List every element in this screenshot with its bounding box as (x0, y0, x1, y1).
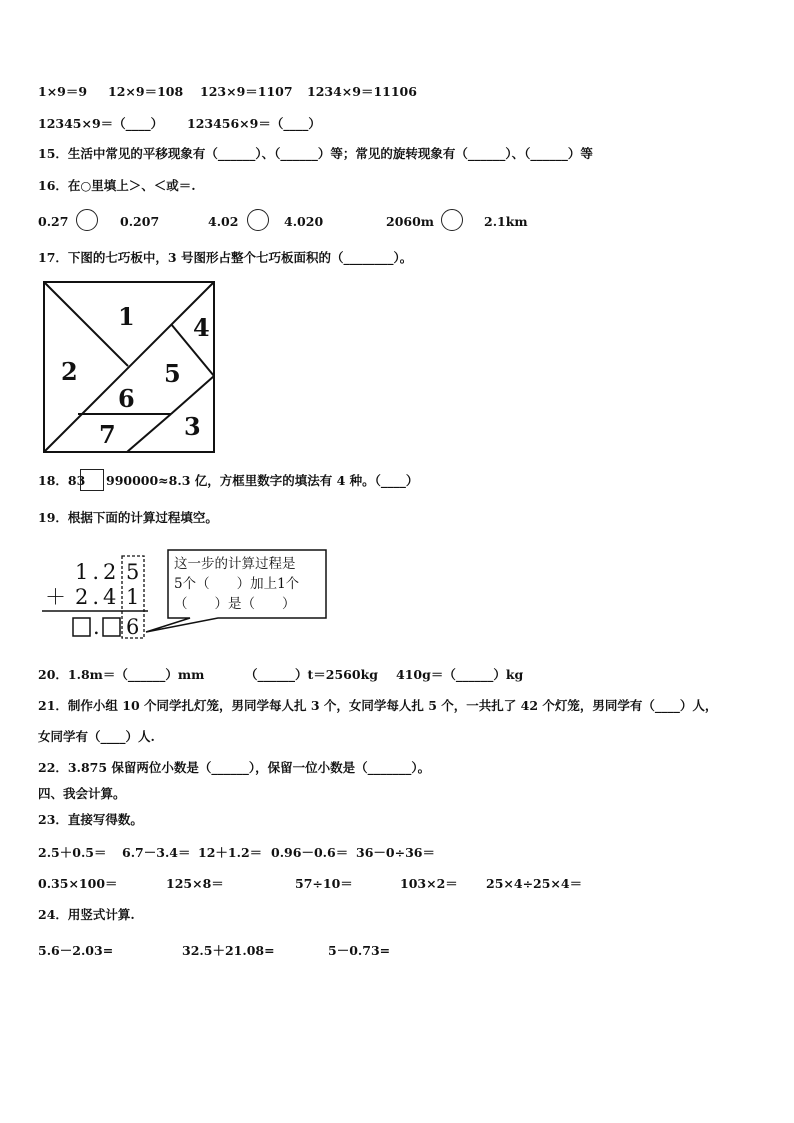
question-16: 16．在○里填上＞、＜或＝. (38, 178, 196, 193)
compare-left-1: 0.27 (38, 214, 69, 229)
calc-7: 125×8＝ (166, 876, 224, 891)
result-last-digit: 6 (126, 615, 140, 639)
calc-2: 6.7－3.4＝ (122, 845, 191, 860)
question-23: 23．直接写得数。 (38, 812, 143, 827)
blank-question-2: 123456×9＝（____） (187, 116, 321, 131)
question-24: 24．用竖式计算. (38, 907, 135, 922)
question-18-prefix: 18．83 (38, 473, 86, 488)
compare-right-1: 0.207 (120, 214, 160, 229)
question-21-line-1: 21．制作小组 10 个同学扎灯笼，男同学每人扎 3 个，女同学每人扎 5 个，一共扎了 42 个灯笼，男同学有（____）人， (38, 698, 718, 713)
tangram-label-1: 1 (118, 302, 135, 331)
addend-2-last-digit: 1 (126, 585, 140, 609)
bubble-line-1: 这一步的计算过程是 (174, 556, 296, 572)
compare-circle-1[interactable] (76, 209, 98, 231)
calc-3: 12＋1.2＝ (198, 845, 263, 860)
tangram-label-7: 7 (99, 420, 116, 449)
answer-box-tenths[interactable] (103, 618, 120, 636)
compare-left-3: 2060m (386, 214, 435, 229)
tangram-label-4: 4 (193, 313, 210, 342)
vertical-calc-3: 5－0.73= (328, 943, 391, 958)
calc-6: 0.35×100＝ (38, 876, 118, 891)
example-4: 1234×9＝11106 (307, 84, 417, 99)
bubble-line-2: 5个（ ）加上1个 (174, 576, 300, 592)
vertical-addition-figure (40, 548, 340, 642)
tangram-label-6: 6 (118, 384, 135, 413)
question-19: 19．根据下面的计算过程填空。 (38, 510, 218, 525)
compare-right-2: 4.020 (284, 214, 324, 229)
question-20-b: （______）t＝2560kg (245, 667, 378, 682)
blank-question-1: 12345×9＝（____） (38, 116, 164, 131)
answer-box-units[interactable] (73, 618, 90, 636)
addend-1: 1.2 (75, 560, 121, 584)
addend-1-last-digit: 5 (126, 560, 140, 584)
calc-5: 36－0÷36＝ (356, 845, 435, 860)
result-dot: . (93, 615, 100, 639)
calc-8: 57÷10＝ (295, 876, 353, 891)
compare-circle-2[interactable] (247, 209, 269, 231)
question-22: 22．3.875 保留两位小数是（______），保留一位小数是（_______）。 (38, 760, 431, 775)
tangram-label-3: 3 (184, 412, 201, 441)
bubble-line-3: （ ）是（ ） (174, 596, 296, 612)
question-21-line-2: 女同学有（____）人. (38, 729, 155, 744)
example-1: 1×9＝9 (38, 84, 88, 99)
section-title: 四、我会计算。 (38, 786, 126, 801)
example-2: 12×9＝108 (108, 84, 184, 99)
tangram-figure (42, 280, 216, 454)
plus-sign: ＋ (45, 585, 66, 609)
calc-4: 0.96－0.6＝ (271, 845, 349, 860)
compare-left-2: 4.02 (208, 214, 239, 229)
tangram-label-2: 2 (61, 357, 78, 386)
tangram-label-5: 5 (164, 359, 181, 388)
question-17: 17．下图的七巧板中，3 号图形占整个七巧板面积的（________）。 (38, 250, 413, 265)
compare-right-3: 2.1km (484, 214, 528, 229)
question-18-suffix: 990000≈8.3 亿，方框里数字的填法有 4 种。（____） (106, 473, 419, 488)
digit-box[interactable] (80, 469, 104, 491)
calc-9: 103×2＝ (400, 876, 458, 891)
addend-2: 2.4 (75, 585, 121, 609)
question-20-a: 20．1.8m＝（______）mm (38, 667, 205, 682)
example-3: 123×9＝1107 (200, 84, 293, 99)
compare-circle-3[interactable] (441, 209, 463, 231)
calc-1: 2.5＋0.5＝ (38, 845, 107, 860)
question-15: 15．生活中常见的平移现象有（______）、（______）等；常见的旋转现象有（______）、（______）等 (38, 146, 593, 161)
question-20-c: 410g＝（______）kg (396, 667, 524, 682)
calc-10: 25×4÷25×4＝ (486, 876, 583, 891)
vertical-calc-1: 5.6－2.03= (38, 943, 114, 958)
vertical-calc-2: 32.5＋21.08= (182, 943, 275, 958)
